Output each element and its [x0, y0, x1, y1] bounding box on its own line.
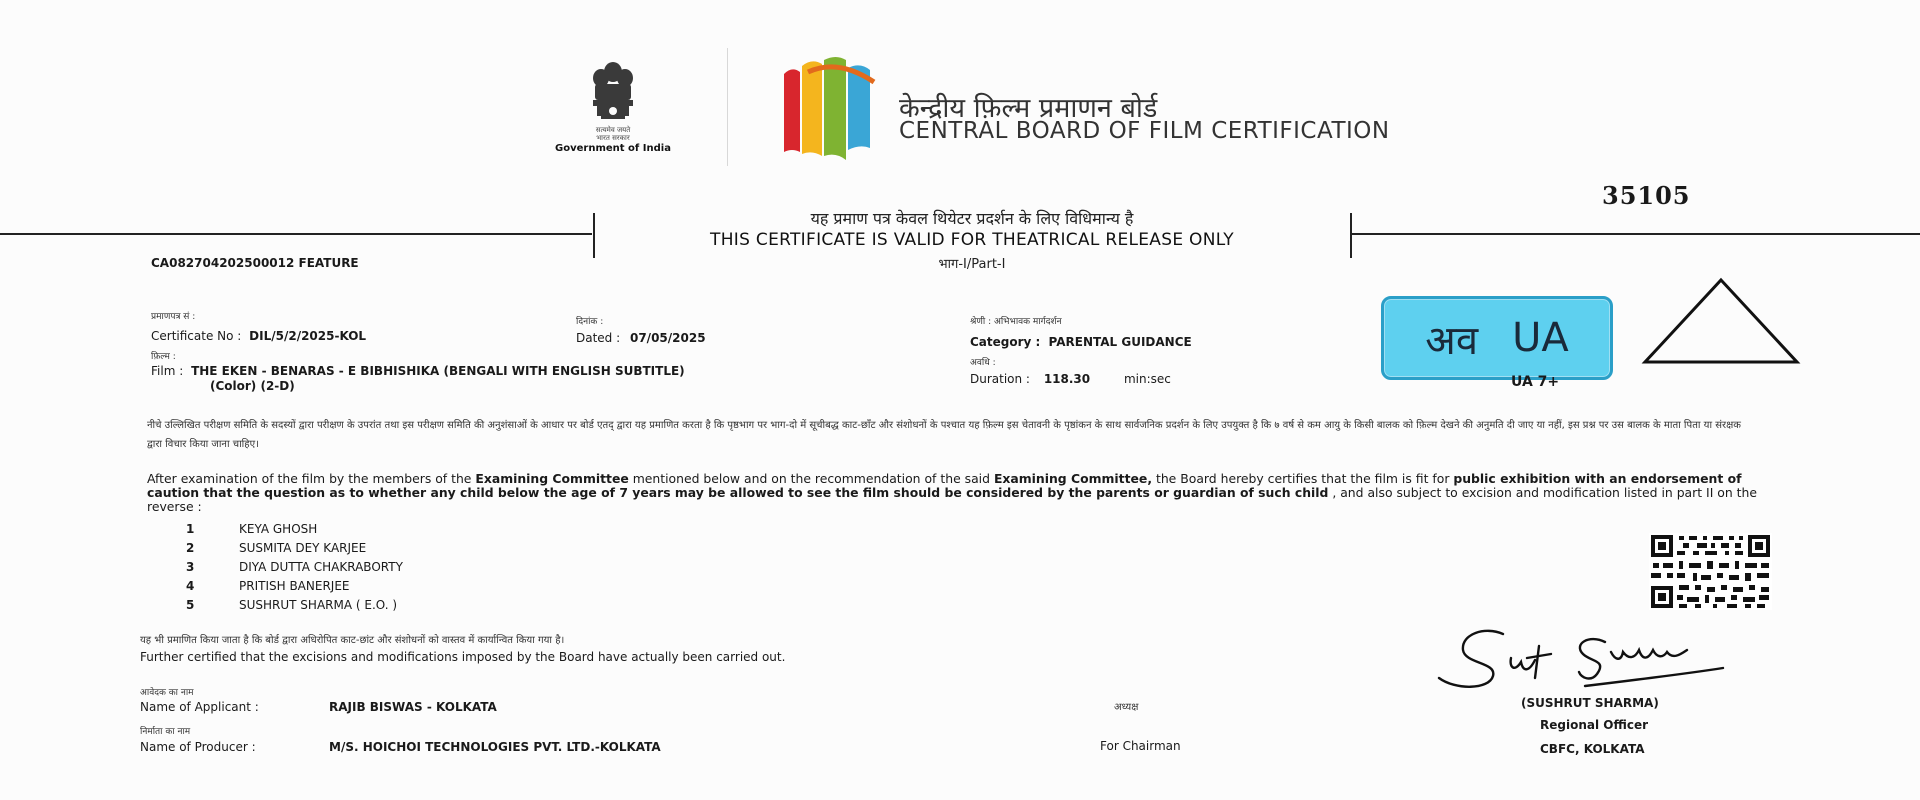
- government-label: Government of India: [555, 143, 671, 154]
- government-emblem: [553, 58, 673, 162]
- board-name-hindi: केन्द्रीय फ़िल्म प्रमाणन बोर्ड: [899, 93, 1158, 124]
- chairman-label-hindi: अध्यक्ष: [1114, 702, 1139, 713]
- category-value: PARENTAL GUIDANCE: [1048, 335, 1192, 349]
- board-name-english: CENTRAL BOARD OF FILM CERTIFICATION: [899, 118, 1390, 144]
- part-label: भाग-I/Part-I: [938, 257, 1006, 272]
- validity-hindi: यह प्रमाण पत्र केवल थियेटर प्रदर्शन के लिए विधिमान्य है: [810, 209, 1134, 228]
- member-number: 5: [186, 598, 195, 612]
- lion-capital-icon: [587, 58, 639, 126]
- duration-label: Duration :: [970, 372, 1030, 386]
- emblem-country: भारत सरकार: [596, 134, 630, 142]
- applicant-value: RAJIB BISWAS - KOLKATA: [329, 700, 497, 714]
- date-label-hindi: दिनांक :: [576, 317, 604, 327]
- member-number: 4: [186, 579, 195, 593]
- bracket-right: [1350, 213, 1352, 258]
- member-number: 1: [186, 522, 195, 536]
- para-text-2: mentioned below and on the recommendation of the said: [628, 471, 994, 486]
- duration-value: 118.30: [1043, 372, 1091, 386]
- film-row: [151, 364, 685, 378]
- certificate-no-row: [151, 329, 366, 343]
- rule-left: [0, 233, 592, 235]
- film-strip-logo-icon: [778, 52, 882, 164]
- signatory-name: (SUSHRUT SHARMA): [1521, 696, 1659, 710]
- date-value: 07/05/2025: [629, 331, 706, 345]
- signature: [1435, 622, 1725, 698]
- reference-code: CA082704202500012 FEATURE: [151, 256, 359, 270]
- certification-paragraph-hindi: नीचे उल्लिखित परीक्षण समिति के सदस्यों द्वारा परीक्षण के उपरांत तथा इस परीक्षण समिति की अनुशंसाओं के आधार पर बोर्ड एतद् द्वारा यह प्रमाणित करता है कि पृष्ठभाग पर भाग-दो में सूचीबद्ध काट-छाँट और संशोधनों के पश्चात यह फ़िल्म इस चेतावनी के पृष्ठांकन के साथ सार्वजनिक प्रदर्शन के लिए उपयुक्त है कि ७ वर्ष से कम आयु के किसी बालक को फ़िल्म देखने की अनुमति दी जाए या नहीं, इस प्रश्न पर उस बालक के माता पिता या संरक्षक द्वारा विचार किया जाना चाहिए।: [147, 420, 1741, 450]
- member-name: SUSHRUT SHARMA ( E.O. ): [239, 598, 398, 612]
- certificate-serial: 35105: [1602, 181, 1691, 210]
- film-label: Film :: [151, 364, 184, 378]
- emblem-motto: सत्यमेव जयते: [595, 126, 631, 134]
- duration-label-hindi: अवधि :: [970, 358, 996, 368]
- para-text-1: After examination of the film by the members of the: [147, 471, 476, 486]
- category-row: [970, 335, 1192, 349]
- para-text-4: , and also subject to excision and modification listed in part II on the reverse :: [147, 485, 1757, 514]
- film-title: THE EKEN - BENARAS - E BIBHISHIKA (BENGALI WITH ENGLISH SUBTITLE): [191, 364, 685, 378]
- signatory-title: Regional Officer: [1540, 718, 1649, 732]
- header-divider: [727, 48, 728, 166]
- rating-badge: [1381, 296, 1613, 380]
- bracket-left: [593, 213, 595, 258]
- rating-triangle-icon: [1640, 276, 1802, 372]
- category-label-hindi: श्रेणी : अभिभावक मार्गदर्शन: [970, 317, 1062, 327]
- member-name: PRITISH BANERJEE: [239, 579, 350, 593]
- para-committee-2: Examining Committee,: [993, 471, 1153, 486]
- member-name: DIYA DUTTA CHAKRABORTY: [239, 560, 403, 574]
- member-number: 2: [186, 541, 195, 555]
- para-text-3: the Board hereby certifies that the film is fit for: [1152, 471, 1454, 486]
- applicant-label-hindi: आवेदक का नाम: [140, 688, 194, 698]
- producer-label: Name of Producer :: [140, 740, 256, 754]
- certificate-no-label: Certificate No :: [151, 329, 242, 343]
- certification-paragraph-english: [147, 472, 1767, 514]
- category-label: Category :: [970, 335, 1041, 349]
- further-certified-english: Further certified that the excisions and modifications imposed by the Board have actually been carried out.: [140, 650, 786, 664]
- producer-value: M/S. HOICHOI TECHNOLOGIES PVT. LTD.-KOLKATA: [329, 740, 661, 754]
- duration-row: [970, 372, 1171, 386]
- para-committee-1: Examining Committee: [475, 471, 629, 486]
- duration-unit: min:sec: [1123, 372, 1171, 386]
- certificate-no-value: DIL/5/2/2025-KOL: [249, 329, 367, 343]
- rating-hindi: अव: [1425, 317, 1479, 364]
- producer-label-hindi: निर्माता का नाम: [140, 727, 191, 737]
- member-name: KEYA GHOSH: [239, 522, 318, 536]
- validity-english: THIS CERTIFICATE IS VALID FOR THEATRICAL RELEASE ONLY: [710, 230, 1234, 250]
- cbfc-logo: [778, 52, 882, 168]
- rating-english: UA: [1512, 315, 1569, 361]
- member-name: SUSMITA DEY KARJEE: [239, 541, 367, 555]
- qr-code-icon: [1649, 533, 1772, 610]
- film-label-hindi: फ़िल्म :: [151, 352, 176, 362]
- rule-right: [1352, 233, 1920, 235]
- further-certified-hindi: यह भी प्रमाणित किया जाता है कि बोर्ड द्वारा अधिरोपित काट-छांट और संशोधनों को वास्तव में कार्यान्वित किया गया है।: [140, 635, 565, 646]
- film-format: (Color) (2-D): [210, 379, 295, 393]
- applicant-label: Name of Applicant :: [140, 700, 259, 714]
- para-caution: public exhibition with an endorsement of caution that the question as to whether any child below the age of 7 years may be allowed to see the film should be considered by the parents or guardian of such child: [147, 471, 1742, 500]
- certificate-no-label-hindi: प्रमाणपत्र सं :: [151, 312, 196, 322]
- date-label: Dated :: [576, 331, 621, 345]
- member-number: 3: [186, 560, 195, 574]
- rating-caption: UA 7+: [1511, 374, 1560, 390]
- for-chairman-label: For Chairman: [1100, 739, 1181, 753]
- date-row: [576, 331, 706, 345]
- signatory-office: CBFC, KOLKATA: [1540, 742, 1645, 756]
